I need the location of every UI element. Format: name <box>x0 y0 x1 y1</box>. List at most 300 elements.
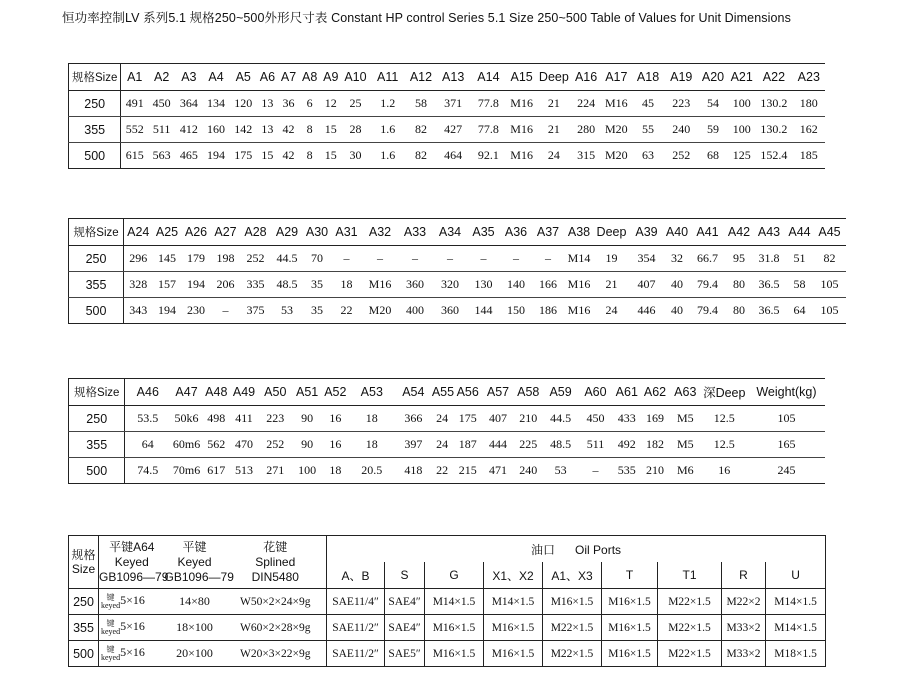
column-header: A10 <box>341 64 369 91</box>
table-cell: 55 <box>631 117 664 143</box>
table-cell: 511 <box>578 432 614 458</box>
table-cell: 48.5 <box>544 432 578 458</box>
table-cell: M16 <box>363 272 398 298</box>
splined-cell: W20×3×22×9g <box>225 641 327 667</box>
table-cell: 360 <box>441 303 459 317</box>
oil-port-header: A、B <box>327 562 385 589</box>
oil-port-cell: M16×1.5 <box>602 615 658 641</box>
column-header: A7 <box>278 64 299 91</box>
column-header: A50 <box>258 379 292 406</box>
table-cell: 615 <box>125 148 144 162</box>
column-header: A62 <box>640 379 670 406</box>
column-header: 深Deep <box>701 379 748 406</box>
table-row <box>69 458 826 484</box>
table-cell: 77.8 <box>470 117 506 143</box>
size-cell: 250 <box>69 246 124 272</box>
keyed-a64-cell <box>99 589 165 615</box>
oil-port-cell: M16×1.5 <box>484 641 543 667</box>
table-cell: M5 <box>670 406 701 432</box>
table-cell: 187 <box>452 432 483 458</box>
table-cell: 162 <box>793 117 825 143</box>
column-header: A1 <box>121 64 148 91</box>
splined-cell: W50×2×24×9g <box>225 589 327 615</box>
table-cell: 13 <box>257 91 278 117</box>
splined-header <box>225 536 327 589</box>
table-cell: 498 <box>203 406 230 432</box>
table-cell: 18 <box>349 432 395 458</box>
table-cell: 44.5 <box>544 406 578 432</box>
table-cell: 15 <box>261 148 274 162</box>
table-cell: 120 <box>230 91 257 117</box>
oil-ports-header <box>327 536 826 563</box>
size-column-header: 规格Size <box>69 64 121 91</box>
keyed-mark-cn: 键 <box>106 618 115 628</box>
column-header: A29 <box>271 219 304 246</box>
table-cell: 36.5 <box>758 303 780 317</box>
column-header: Deep <box>537 64 571 91</box>
column-header: A11 <box>370 64 406 91</box>
oil-ports-cn: 油口 <box>531 542 556 557</box>
table-cell: 79.4 <box>697 303 718 317</box>
table-cell: 64 <box>125 432 170 458</box>
size-header <box>69 536 99 589</box>
table-cell: 16 <box>718 463 731 477</box>
table-cell: 397 <box>395 432 432 458</box>
keyed-cell: 14×80 <box>165 589 225 615</box>
table-cell: 198 <box>211 246 241 272</box>
keyed-a64-en: Keyed <box>114 554 149 569</box>
table-cell: 165 <box>748 432 825 458</box>
table-cell: M16 <box>507 117 537 143</box>
splined-en: Splined <box>255 554 296 569</box>
table-cell: 58 <box>406 91 436 117</box>
oil-port-cell: M22×1.5 <box>658 641 722 667</box>
table-cell: 92.1 <box>477 148 499 162</box>
splined-std: DIN5480 <box>251 569 299 584</box>
keyed-a64-cell <box>99 641 165 667</box>
column-header: A6 <box>257 64 278 91</box>
table-cell: 79.4 <box>690 272 726 298</box>
table-cell: 562 <box>203 432 230 458</box>
table-cell: 12 <box>320 91 341 117</box>
oil-port-cell: M18×1.5 <box>766 641 826 667</box>
table-cell: 24 <box>605 303 618 317</box>
oil-ports-en: Oil Ports <box>575 542 622 557</box>
table-cell: 444 <box>483 432 513 458</box>
oil-port-cell: SAE4″ <box>385 615 425 641</box>
dimension-table-1 <box>68 63 825 169</box>
table-cell: – <box>363 246 398 272</box>
column-header: A19 <box>665 64 698 91</box>
keyed-a64-header <box>99 536 169 589</box>
table-cell: 271 <box>266 463 285 477</box>
table-cell: 223 <box>258 406 292 432</box>
table-cell: 80 <box>726 272 753 298</box>
table-cell: M16 <box>567 303 591 317</box>
keyed-mark-en: keyed <box>101 652 121 662</box>
table-cell: M16 <box>510 148 533 162</box>
table-cell: 130 <box>468 272 500 298</box>
table-cell: 35 <box>311 303 323 317</box>
keyed-mark <box>101 594 120 610</box>
column-header: A43 <box>753 219 786 246</box>
table-cell: 433 <box>613 406 640 432</box>
table-cell: 179 <box>182 246 211 272</box>
table-cell: 21 <box>595 272 629 298</box>
table-cell: 400 <box>406 303 424 317</box>
column-header: Weight(kg) <box>748 379 825 406</box>
table-cell: 42 <box>278 117 299 143</box>
table-cell: 90 <box>292 432 322 458</box>
table-cell: 215 <box>458 463 477 477</box>
column-header: A38 <box>564 219 595 246</box>
oil-port-header: U <box>766 562 826 589</box>
table-cell: 354 <box>629 246 665 272</box>
table-cell: 240 <box>519 463 538 477</box>
column-header: A54 <box>395 379 432 406</box>
size-cell: 355 <box>69 615 99 641</box>
column-header: A2 <box>148 64 175 91</box>
table-cell: 44.5 <box>271 246 304 272</box>
table-cell: 157 <box>153 272 182 298</box>
column-header: A41 <box>690 219 726 246</box>
oil-port-header: T1 <box>658 562 722 589</box>
column-header: A16 <box>571 64 601 91</box>
oil-port-cell: M22×1.5 <box>543 641 602 667</box>
oil-port-cell: SAE11/2″ <box>327 641 385 667</box>
table-cell: – <box>331 246 363 272</box>
table-cell: 53 <box>554 463 567 477</box>
table-cell: – <box>222 303 229 317</box>
table-row <box>69 298 846 324</box>
size-cell: 250 <box>69 91 121 117</box>
table-cell: 82 <box>406 117 436 143</box>
table-cell: 194 <box>158 303 176 317</box>
table-cell: 343 <box>129 303 148 317</box>
oil-port-cell: M16×1.5 <box>425 615 484 641</box>
table-cell: 252 <box>241 246 271 272</box>
column-header: A35 <box>468 219 500 246</box>
keyed-en: Keyed <box>177 554 212 569</box>
table-cell: 182 <box>640 432 670 458</box>
table-cell: 8 <box>299 117 320 143</box>
size-column-header: 规格Size <box>69 379 125 406</box>
table-cell: 18 <box>331 272 363 298</box>
table-cell: 470 <box>230 432 259 458</box>
table-cell: 125 <box>732 148 751 162</box>
table-cell: 169 <box>640 406 670 432</box>
keyed-mark <box>101 620 120 636</box>
table-cell: 491 <box>121 91 148 117</box>
table-header-row <box>69 379 826 406</box>
size-header-en: Size <box>71 562 96 576</box>
table-cell: 82 <box>814 246 846 272</box>
size-cell: 500 <box>69 641 99 667</box>
column-header: A20 <box>698 64 728 91</box>
column-header: A22 <box>755 64 792 91</box>
size-cell: 500 <box>69 458 125 484</box>
column-header: A45 <box>814 219 846 246</box>
table-cell: – <box>433 246 468 272</box>
table-cell: 140 <box>500 272 533 298</box>
column-header: A5 <box>230 64 257 91</box>
table-cell: 450 <box>148 91 175 117</box>
keyed-cell: 18×100 <box>165 615 225 641</box>
table-cell: 225 <box>513 432 544 458</box>
table-cell: 150 <box>507 303 525 317</box>
oil-port-cell: M14×1.5 <box>766 615 826 641</box>
oil-port-cell: M33×2 <box>722 641 766 667</box>
oil-port-header: S <box>385 562 425 589</box>
table-cell: 144 <box>474 303 493 317</box>
oil-port-cell: M22×1.5 <box>543 615 602 641</box>
table-cell: 74.5 <box>137 463 159 477</box>
table-cell: M16 <box>507 91 537 117</box>
column-header: A60 <box>578 379 614 406</box>
table-row <box>69 641 826 667</box>
oil-port-cell: M22×2 <box>722 589 766 615</box>
table-cell: 80 <box>733 303 745 317</box>
table-cell: 15 <box>320 117 341 143</box>
table-cell: 105 <box>748 406 825 432</box>
table-cell: 366 <box>395 406 432 432</box>
column-header: A32 <box>363 219 398 246</box>
table-cell: 418 <box>404 463 423 477</box>
column-header: A31 <box>331 219 363 246</box>
column-header: A12 <box>406 64 436 91</box>
table-cell: 335 <box>241 272 271 298</box>
table-cell: 22 <box>340 303 353 317</box>
oil-port-header: T <box>602 562 658 589</box>
oil-port-header: X1、X2 <box>484 562 543 589</box>
oil-port-cell: M16×1.5 <box>425 641 484 667</box>
column-header: A61 <box>613 379 640 406</box>
column-header: A55 <box>432 379 453 406</box>
column-header: A3 <box>175 64 202 91</box>
table-row <box>69 272 846 298</box>
column-header: A39 <box>629 219 665 246</box>
table-cell: 360 <box>398 272 433 298</box>
size-cell: 355 <box>69 432 125 458</box>
table-cell: 66.7 <box>690 246 726 272</box>
table-cell: 16 <box>322 432 349 458</box>
size-column-header: 规格Size <box>69 219 124 246</box>
table-cell: 24 <box>432 406 453 432</box>
oil-port-cell: M16×1.5 <box>602 589 658 615</box>
table-cell: – <box>500 246 533 272</box>
table-cell: 51 <box>786 246 814 272</box>
column-header: A27 <box>211 219 241 246</box>
oil-port-cell: SAE4″ <box>385 589 425 615</box>
table-cell: 12.5 <box>701 406 748 432</box>
keyed-header <box>164 536 234 589</box>
keyed-mark-en: keyed <box>101 626 121 636</box>
table-cell: 12.5 <box>701 432 748 458</box>
table-row <box>69 589 826 615</box>
table-cell: 36 <box>278 91 299 117</box>
table-cell: 18 <box>349 406 395 432</box>
table-cell: 16 <box>322 406 349 432</box>
table-cell: 21 <box>537 117 571 143</box>
table-cell: 223 <box>665 91 698 117</box>
table-header-row <box>69 219 846 246</box>
column-header: A8 <box>299 64 320 91</box>
keyed-a64-value: 5×16 <box>120 645 145 660</box>
table-cell: 245 <box>777 463 796 477</box>
table-cell: 58 <box>786 272 814 298</box>
page-title: 恒功率控制LV 系列5.1 规格250~500外形尺寸表 Constant HP control Series 5.1 Size 250~500 Table of Values for Unit Dimensions <box>62 11 791 25</box>
table-cell: 252 <box>672 148 691 162</box>
table-cell: 30 <box>349 148 362 162</box>
column-header: A51 <box>292 379 322 406</box>
oil-port-header: A1、X3 <box>543 562 602 589</box>
table-cell: 59 <box>698 117 728 143</box>
table-cell: 160 <box>202 117 229 143</box>
table-cell: 427 <box>436 117 470 143</box>
table-cell: 280 <box>571 117 601 143</box>
table-cell: 100 <box>728 91 755 117</box>
table-cell: 22 <box>436 463 449 477</box>
table-cell: 82 <box>414 148 427 162</box>
table-cell: 77.8 <box>470 91 506 117</box>
table-cell: 492 <box>613 432 640 458</box>
table-cell: 175 <box>234 148 253 162</box>
table-cell: 210 <box>513 406 544 432</box>
keyed-std: GB1096—79 <box>164 569 234 584</box>
table-cell: 31.8 <box>753 246 786 272</box>
table-cell: 6 <box>299 91 320 117</box>
table-cell: M6 <box>676 463 694 477</box>
table-cell: 20.5 <box>361 463 383 477</box>
table-cell: 42 <box>282 148 295 162</box>
column-header: A42 <box>726 219 753 246</box>
table-cell: 134 <box>202 91 229 117</box>
oil-port-cell: M16×1.5 <box>543 589 602 615</box>
size-cell: 500 <box>69 298 124 324</box>
table-cell: M20 <box>368 303 392 317</box>
table-cell: – <box>398 246 433 272</box>
table-cell: 25 <box>341 91 369 117</box>
size-cell: 355 <box>69 272 124 298</box>
table-cell: 464 <box>444 148 463 162</box>
table-cell: 36.5 <box>753 272 786 298</box>
table-cell: 152.4 <box>760 148 788 162</box>
table-cell: 194 <box>182 272 211 298</box>
table-cell: 130.2 <box>755 91 792 117</box>
keyed-cn: 平键 <box>182 539 207 554</box>
column-header: A58 <box>513 379 544 406</box>
table-cell: M16 <box>601 91 631 117</box>
table-cell: 40 <box>671 303 683 317</box>
table-row <box>69 432 826 458</box>
keyed-mark-en: keyed <box>101 600 121 610</box>
table-cell: 186 <box>539 303 557 317</box>
table-cell: 252 <box>258 432 292 458</box>
table-cell: 194 <box>207 148 226 162</box>
table-cell: 60m6 <box>170 432 203 458</box>
table-cell: 1.2 <box>370 91 406 117</box>
keyed-cell: 20×100 <box>165 641 225 667</box>
column-header: A26 <box>182 219 211 246</box>
table-row <box>69 615 826 641</box>
size-cell: 500 <box>69 143 121 169</box>
table-cell: 1.6 <box>370 117 406 143</box>
table-cell: 450 <box>578 406 614 432</box>
oil-port-header: G <box>425 562 484 589</box>
table-cell: M16 <box>564 272 595 298</box>
table-row <box>69 406 826 432</box>
oil-port-cell: SAE11/2″ <box>327 615 385 641</box>
table-cell: 230 <box>187 303 205 317</box>
column-header: A57 <box>483 379 513 406</box>
keyed-a64-cn: 平键A64 <box>109 539 155 554</box>
column-header: A48 <box>203 379 230 406</box>
table-cell: 18 <box>329 463 342 477</box>
table-cell: 471 <box>488 463 507 477</box>
table-cell: 407 <box>629 272 665 298</box>
oil-port-cell: SAE11/4″ <box>327 589 385 615</box>
table-cell: 130.2 <box>755 117 792 143</box>
table-cell: 465 <box>179 148 198 162</box>
table-cell: 40 <box>665 272 690 298</box>
keyed-mark-cn: 键 <box>106 644 115 654</box>
column-header: A44 <box>786 219 814 246</box>
table-cell: 145 <box>153 246 182 272</box>
table-row <box>69 91 826 117</box>
table-cell: 411 <box>230 406 259 432</box>
table-cell: – <box>468 246 500 272</box>
table-cell: 535 <box>617 463 636 477</box>
column-header: A15 <box>507 64 537 91</box>
table-cell: 28 <box>341 117 369 143</box>
table-cell: 513 <box>235 463 253 477</box>
table-cell: 315 <box>577 148 596 162</box>
oil-port-cell: M16×1.5 <box>602 641 658 667</box>
column-header: A52 <box>322 379 349 406</box>
oil-port-cell: M22×1.5 <box>658 589 722 615</box>
splined-cell: W60×2×28×9g <box>225 615 327 641</box>
column-header: A37 <box>533 219 564 246</box>
table-cell: 563 <box>152 148 171 162</box>
table-cell: 552 <box>121 117 148 143</box>
keyed-a64-std: GB1096—79 <box>99 569 169 584</box>
size-header-cn: 规格 <box>71 548 96 562</box>
table-cell: 35 <box>304 272 331 298</box>
table-cell: 100 <box>298 463 317 477</box>
table-cell: M5 <box>670 432 701 458</box>
table-cell: 296 <box>124 246 153 272</box>
table-cell: 142 <box>230 117 257 143</box>
table-cell: 54 <box>698 91 728 117</box>
table-cell: 105 <box>820 303 839 317</box>
oil-port-cell: M22×1.5 <box>658 615 722 641</box>
column-header: A40 <box>665 219 690 246</box>
table-cell: 24 <box>547 148 560 162</box>
table-cell: 328 <box>124 272 153 298</box>
table-cell: 8 <box>306 148 313 162</box>
column-header: A28 <box>241 219 271 246</box>
table-cell: 95 <box>726 246 753 272</box>
oil-port-cell: M14×1.5 <box>484 589 543 615</box>
table-cell: 90 <box>292 406 322 432</box>
oil-port-cell: M14×1.5 <box>766 589 826 615</box>
column-header: Deep <box>595 219 629 246</box>
size-cell: 250 <box>69 406 125 432</box>
table-cell: 412 <box>175 117 202 143</box>
table-cell: 166 <box>533 272 564 298</box>
dimension-table-3 <box>68 378 825 484</box>
table-cell: 68 <box>707 148 719 162</box>
